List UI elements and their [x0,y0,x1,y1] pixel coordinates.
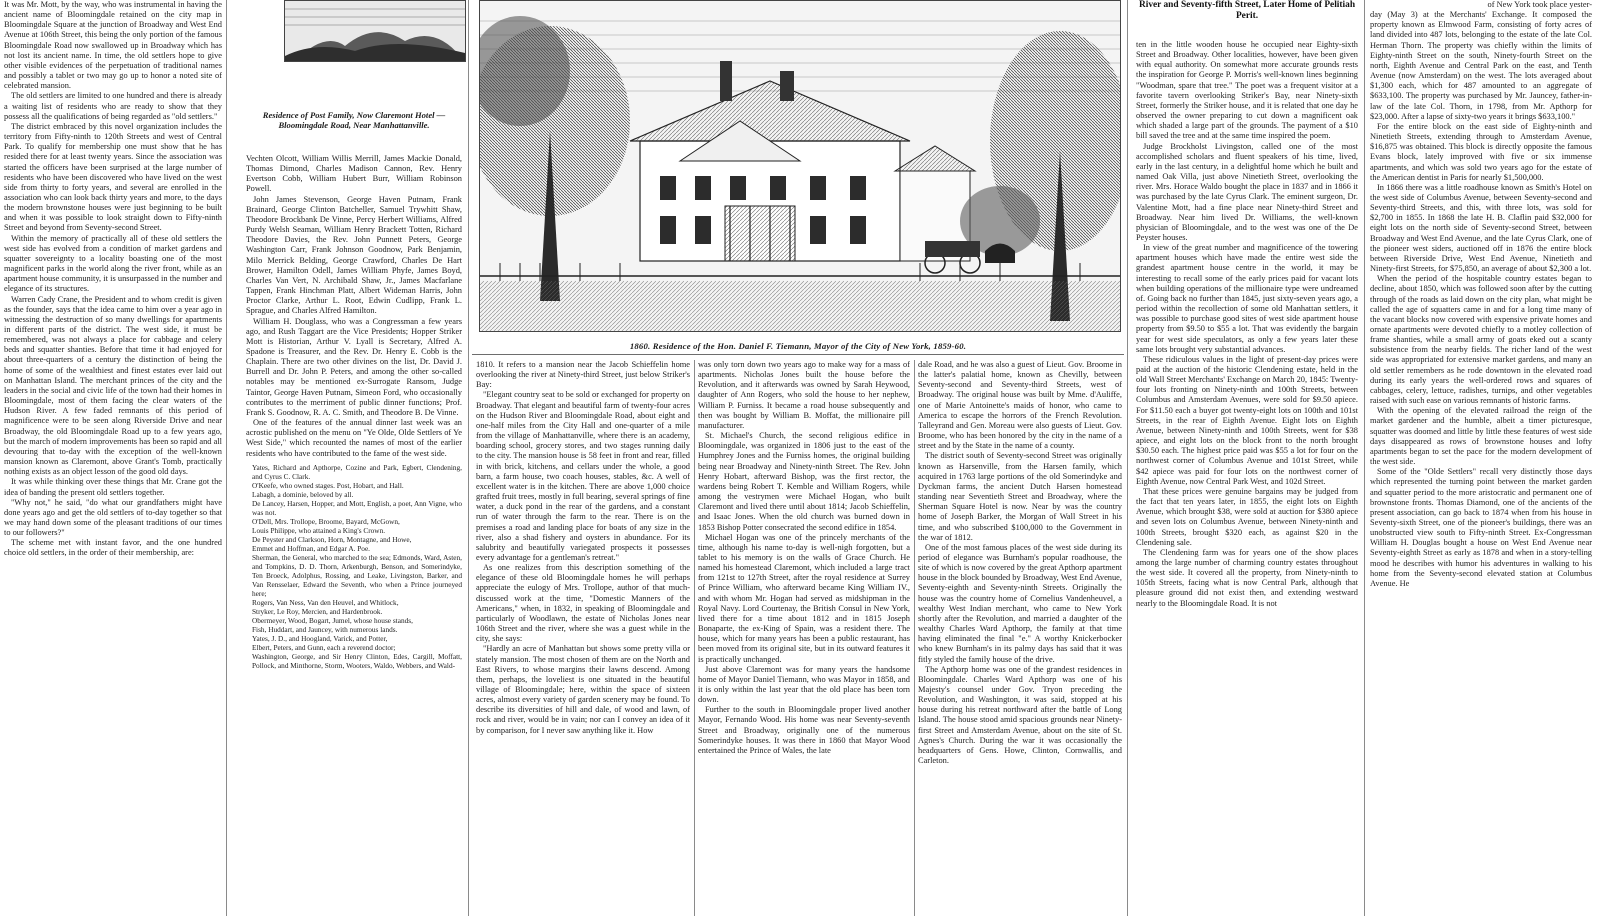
article-paragraph: was only torn down two years ago to make way for a mass of apartments. Nicholas Jones built the house before the Revolution, and it afterwards was owned by Sarah Heywood, daughter of Ann Rogers, who sold the house to her nephew, William P. Furniss. It became a road house subsequently and then was bought by William B. Moffat, the millionaire pill manufacturer. [698,360,910,430]
article-paragraph: The scheme met with instant favor, and the one hundred choice old settlers, in the order of their membership, are: [4,538,222,558]
article-paragraph: Warren Cady Crane, the President and to whom credit is given as the founder, says that the idea came to him over a year ago in witnessing the destruction of so many dwellings for apartments in different parts of the district. The west side, it must be remembered, was not always a place for cabbage and celery beds and squatter shanties. Before that time it had enjoyed for about three-quarters of a century the distinction of being the home of some of the wealthiest and finest estates ever laid out on Manhattan Island. The merchant princes of the city and the leaders in the social and civic life of the town had their homes in Bloomingdale, most of them facing the clear waters of the Hudson River. A few faded remnants of this period of magnificence were to be seen along Riverside Drive and near Broadway, the old Bloomingdale Road up to a few years ago, but the march of modern improvements has been so rapid and all devouring that to-day with the exception of the well-known mansion known as Claremont, above Grant's Tomb, practically nothing exists as an object lesson of the good old days. [4,294,222,477]
article-paragraph: In view of the great number and magnificence of the towering apartment houses which have made the entire west side the grandest apartment house centre in the world, it may be interesting to recall some of the early prices paid for vacant lots when building operations of the millionaire type were undreamed of. Going back no further than 1845, just sixty-seven years ago, a period within the recollection of some old Manhattan settlers, it was possible to purchase good sites of west side apartment house property from $9.50 to $55 a lot. That was evidently the bargain year for west side speculators, as only a few years later these same lots brought very substantial advances. [1136,243,1358,354]
acrostic-line: Obermeyer, Wood, Bogart, Jumel, whose house stands, [252,615,413,625]
article-paragraph: 1810. It refers to a mansion near the Jacob Schieffelin home overlooking the river at Ninety-third Street, just below Striker's Bay: [476,360,690,390]
article-column-1 [4,0,222,916]
article-paragraph: Within the memory of practically all of these old settlers the west side has evolved from a condition of market gardens and squatter sovereignty to a locality boasting one of the most magnificent parks in the world along the river front, while as an apartment house community, it is unsurpassed in the number and elegance of its structures. [4,233,222,294]
article-paragraph: The Apthorp home was one of the grandest residences in Bloomingdale. Charles Ward Apthorp was one of his Majesty's counsel under Gov. Tryon preceding the Revolution, and Washington, it was said, stopped at his house during his retreat northward after the battle of Long Island. The house stood amid spacious grounds near Ninety-first Street and Amsterdam Avenue, about on the site of St. Agnes's Church. During the war it was occasionally the headquarters of Gens. Howe, Clinton, Cornwallis, and Carleton. [918,664,1122,766]
article-paragraph: For the entire block on the east side of Eighty-ninth and Ninetieth Streets, extending through to Amsterdam Avenue, $16,875 was obtained. This block is directly opposite the famous Evans block, lately improved with five or six immense apartments, and which was sold two years ago for the estate of the American dentist in Paris for nearly $1,500,000. [1370,121,1592,182]
post-family-caption: Residence of Post Family, Now Claremont Hotel — Bloomingdale Road, Near Manhattanville. [262,110,446,130]
article-paragraph: When the period of the hospitable country estates began to decline, about 1850, which was followed soon after by the cutting through of the roads as laid down on the city plan, what might be called the age of squatters came in and for a long time many of the vacant blocks now covered with expensive private homes and ornate apartments were devoted chiefly to a motley collection of frame shanties, while a small army of goats eked out a scanty subsistence from the nearby fields. The richer land of the west side was appropriated for extensive market gardens, and many an old settler remembers as he rode downtown in the elevated road during its early years the well-ordered rows and squares of cabbages, celery, lettuce, radishes, turnips, and other vegetables raised with such ease on various remnants of historic farms. [1370,274,1592,406]
column-rule [226,0,227,916]
article-paragraph: day (May 3) at the Merchants' Exchange. It composed the property known as Elmwood Farm, consisting of forty acres of land divided into 487 lots, belonging to the estate of the late Col. Herman Thorn. The property was chiefly within the limits of Eighty-ninth Street on the south, Ninety-fourth Street on the north, Eighth Avenue and Central Park on the east, and Tenth Avenue (now Amsterdam) on the west. The lots averaged about $1,300 each, which for 487 amounted to an aggregate of $633,100. The property was purchased by Mr. Jauncey, father-in-law of the late Col. Thorn, in 1798, from Mr. Apthorp for $23,000. After a lapse of sixty-two years it brings $633,100." [1370,10,1592,121]
article-paragraph: The old settlers are limited to one hundred and there is already a waiting list of residents who are ready to show that they possess all the qualifications of being regarded as "old settlers." [4,91,222,121]
tiemann-residence-illustration [479,0,1121,332]
article-paragraph: Just above Claremont was for many years the handsome home of Mayor Daniel Tiemann, who was Mayor in 1858, and it is only within the last year that the old place has been torn down. [698,664,910,705]
article-paragraph: ten in the little wooden house he occupied near Eighty-sixth Street and Broadway. Other localities, however, have been given with equal authority. On somewhat more accurate grounds rests the inspiration for George P. Morris's well-known lines beginning "Woodman, spare that tree." The poet was a frequent visitor at a favorite tavern overlooking Striker's Bay, near Ninety-sixth Street, formerly the Striker house, and it is related that one day he observed the owner preparing to cut down a magnificent oak which shaded a large part of the grounds. The payment of a $10 bill saved the tree and at the same time inspired the poem. [1136,40,1358,141]
article-paragraph: of New York took place yester- [1487,0,1592,9]
article-paragraph: Some of the "Olde Settlers" recall very distinctly those days which represented the turning point between the market garden and squatter period to the more aristocratic and permanent one of brownstone fronts. Thomas Diamond, one of the ancients of the present association, can go back to 1874 when from his house in Seventy-sixth Street, one of the pioneer's buildings, there was an unobstructed view south to Fifty-ninth Street. Ex-Congressman William H. Douglas bought a house on West End Avenue near Seventy-eighth Street as early as 1878 and when in a story-telling mood he describes with humor his adventures in walking to his home from the Seventy-second elevated station at Columbus Avenue. He [1370,467,1592,588]
member-list-paragraph: Vechten Olcott, William Willis Merrill, James Mackie Donald, Thomas Dimond, Charles Madison Cannon, Rev. Henry Evertson Cobb, William Hubert Burr, William Robinson Powell. [246,154,462,194]
article-paragraph: Further to the south in Bloomingdale proper lived another Mayor, Fernando Wood. His home was near Seventy-seventh Street and Broadway, originally one of the numerous Somerindyke houses. It was there in 1860 that Mayor Wood entertained the Prince of Wales, the late [698,705,910,755]
article-paragraph: These ridiculous values in the light of present-day prices were paid at the auction of the historic Clendening estate, held in the old Wall Street Merchants' Exchange on March 20, 1845: Twenty-four lots fronting on Ninety-ninth and 100th Streets, between Columbus and Amsterdam Avenues, were sold for $9.50 apiece. For $11.50 each a buyer got twenty-eight lots on 100th and 101st Streets, in the rear of Eighth Avenue. Eight lots on Eighth Avenue, between Ninety-ninth and 100th Streets, went for $38 apiece, and eight lots on the block front to the north brought $30.50 each. The highest price paid was $55 a lot for four on the northwest corner of Columbus Avenue and 101st Street, while $42 apiece was paid for four lots on the northwest corner of Eighth Avenue, now Central Park West, and 102d Street. [1136,354,1358,486]
column-rule [914,360,915,916]
article-paragraph: With the opening of the elevated railroad the reign of the market gardener and the humble, albeit a timer picturesque, squatter was doomed and little by little these features of west side days disappeared as rows of brownstone houses and lofty apartments began to set the pace for the modern development of the west side. [1370,406,1592,467]
acrostic-line: Labagh, a dominie, beloved by all. [252,489,354,499]
article-column-4 [698,360,910,916]
column-rule [1127,0,1128,916]
acrostic-line: Rogers, Van Ness, Van den Heuvel, and Whitlock, [252,597,399,607]
article-paragraph: One of the most famous places of the west side during its period of elegance was Burnham's popular roadhouse, the site of which is now covered by the great Apthorp apartment house in the block bounded by Broadway, West End Avenue, Seventy-eighth and Seventy-ninth Streets. Originally the house was the country home of Cornelius Vandenheuvel, a wealthy West Indian merchant, who came to New York shortly after the Revolution, and married a daughter of the wealthy Charles Ward Apthorp, the family at that time having eliminated the final "e." A worthy Knickerbocker who knew Burnham's in its palmy days has said that it was fitly styled the family house of the drive. [918,542,1122,664]
acrostic-line: O'Keefe, who owned stages. Post, Hobart, and Hall. [252,480,404,490]
section-headline: River and Seventy-fifth Street, Later Home of Pelitiah Perit. [1138,0,1356,21]
article-paragraph: As one realizes from this description something of the elegance of these old Bloomingdale homes he will perhaps appreciate the eulogy of Mrs. Trollope, author of that much-discussed work at the time, "Domestic Manners of the Americans," when, in 1832, in speaking of Bloomingdale and particularly of Woodlawn, the estate of Nicholas Jones near 106th Street and the river, where she was a guest while in the city, she says: [476,563,690,644]
article-paragraph: Judge Brockholst Livingston, called one of the most accomplished scholars and fluent speakers of his time, lived, early in the last century, in a delightful home which he built and named Oak Villa, just above Ninetieth Street, overlooking the river. Mrs. Horace Waldo bought the place in 1837 and in 1866 it was purchased by the late Cyrus Clark. The eminent surgeon, Dr. Valentine Mott, had a fine place near Ninety-third Street and Broadway. Near him lived Dr. Williams, the well-known physician of Bloomingdale, and to the west was one of the De Peyster houses. [1136,141,1358,242]
acrostic-line: Elbert, Peters, and Gunn, each a reverend doctor; [252,642,396,652]
article-column-2 [246,0,462,916]
acrostic-line: Louis Philippe, who attained a King's Crown. [252,525,386,535]
acrostic-line: Washington, George, and Sir Henry Clinton, Edes, Cargill, Moffatt, Pollock, and Minthorne, Storm, Wooters, Waldo, Webbers, and Wald- [252,651,462,670]
article-paragraph: William H. Douglass, who was a Congressman a few years ago, and Rush Taggart are the Vice Presidents; Hopper Striker Mott is Historian, Arthur V. Lyall is Secretary, Alfred A. Spadone is Treasurer, and the Rev. Dr. Henry E. Cobb is the Chaplain. There are two other divines on the list, Dr. David J. Burrell and Dr. John P. Peters, and among the other so-called notables may be mentioned ex-Surrogate Ransom, Judge Taintor, George Haven Putnam, Simeon Ford, who occasionally contributes to the merriment of public dinner functions; Prof. Frank S. Goodnow, R. A. C. Smith, and Theodore B. De Vinne. [246,316,462,417]
article-column-3 [476,360,690,916]
article-paragraph: The district south of Seventy-second Street was originally known as Harsenville, from the Harsen family, which acquired in 1763 large portions of the old Somerindyke and Dyckman farms, the ancient Dutch Harsen homestead standing near Seventieth Street and Broadway, where the Sherman Square Hotel is now. Near by was the country home of Joseph Barker, the Morgan of Wall Street in his time, and who subscribed $100,000 to the Government in the war of 1812. [918,451,1122,542]
acrostic-line: O'Dell, Mrs. Trollope, Broome, Bayard, McGown, [252,516,400,526]
article-paragraph: It was Mr. Mott, by the way, who was instrumental in having the ancient name of Bloomingdale retained on the city map in Bloomingdale Square at the junction of Broadway and West End Avenue at 106th Street, this being the only portion of the famous Bloomingdale Road now swallowed up in Broadway which has not lost its ancient name. In time, the old settlers hope to give other visible evidences of the perpetuation of traditional names and possibly a tablet or two may go up to honor a noted site of celebrated mansion. [4,0,222,91]
article-paragraph: "Hardly an acre of Manhattan but shows some pretty villa or stately mansion. The most chosen of them are on the North and East Rivers, to whose margins their lawns descend. Among them, perhaps, the loveliest is one situated in the beautiful village of Bloomingdale; here, within the space of sixteen acres, almost every variety of garden scenery may be found. To describe its diversities of hill and dale, of wood and lawn, of rock and river, would be in vain; nor can I convey an idea of it by comparison, for I never saw anything like it. How [476,644,690,735]
article-paragraph: "Why not," he said, "do what our grandfathers might have done years ago and get the old settlers of to-day together so that we may hand down some of the pleasant traditions of our times to our followers?" [4,497,222,538]
article-paragraph: It was while thinking over these things that Mr. Crane got the idea of banding the present old settlers together. [4,477,222,497]
column-rule [694,360,695,916]
article-paragraph: One of the features of the annual dinner last week was an acrostic published on the menu on "Ye Olde, Olde Settlers of Ye West Side," which recounted the names of most of the earlier residents who have contributed to the fame of the west side. [246,418,462,458]
article-paragraph: The Clendening farm was for years one of the show places among the large number of charming country estates throughout the west side. It covered all the property, from Ninety-ninth to 105th Streets, facing what is now Central Park, although that pleasure ground did not exist then, and extending westward nearly to the Bloomingdale Road. It is not [1136,547,1358,608]
tiemann-caption: 1860. Residence of the Hon. Daniel F. Tiemann, Mayor of the City of New York, 1859-60. [629,341,967,351]
article-paragraph: In 1866 there was a little roadhouse known as Smith's Hotel on the west side of Columbus Avenue, between Seventy-second and Seventy-third Streets, and this, with three lots, was sold for $2,700 in 1855. In 1868 the late H. B. Claflin paid $32,000 for eight lots on the north side of Seventy-second Street, between Broadway and West End Avenue, and the late Cyrus Clark, one of the pioneer west siders, auctioned off in 1876 the entire block between Riverside Drive, West End Avenue, Ninetieth and Ninety-first Streets, for $75,850, an average of about $2,300 a lot. [1370,182,1592,274]
column-rule [1364,0,1365,916]
acrostic-line: Fish, Huddart, and Jauncey, with numerous lands. [252,624,398,634]
article-paragraph: Michael Hogan was one of the princely merchants of the time, although his name to-day is well-nigh forgotten, but a tablet to his memory is on the walls of Grace Church. He named his homestead Claremont, which included a large tract from 121st to 127th Street, after the royal residence at Surrey of Prince William, who afterward became King William IV., and with whom Mr. Hogan had served as midshipman in the Royal Navy. Lord Courtenay, the British Consul in New York, lived there for a time about 1812 and in 1815 Joseph Bonaparte, the ex-King of Spain, was a resident there. The house, which for many years has been a public restaurant, has been moved from its original site, but in its outward features it is practically unchanged. [698,532,910,664]
article-column-6 [1136,40,1358,916]
article-paragraph: The district embraced by this novel organization includes the territory from Fifty-ninth to 120th Streets and west of Central Park. To qualify for membership one must show that he has resided there for at least twenty years. Since the association was started the officers have been surprised at the large number of residents who have been discovered who have lived on the west side from thirty to forty years, and several are enrolled in the association who can look back thirty years and more, to the days the modern brownstone houses were just beginning to be built and when it was possible to look straight down to Fifty-ninth Street and beyond from Seventy-second Street. [4,121,222,233]
article-paragraph: "Elegant country seat to be sold or exchanged for property on Broadway. That elegant and beautiful farm of twenty-four acres on the Hudson River and Bloomingdale Road, about eight and one-half miles from the City Hall and one-quarter of a mile from the village of Manhattanville, where there is an academy, boarding school, grocery stores, and two stages running daily to the city. The mansion house is 58 feet in front and rear, filled in with brick, kitchens, and cellars under the whole, a good barn, a farm house, two coach houses, stables, &c. A well of excellent water is in the kitchen. There are above 1,000 choice grafted fruit trees, mostly in full bearing, several springs of fine water, a duck pond in the rear of the gardens, and a constant run of water through the farm to the rear. There is on the premises a road and landing place for boats of any size in the river, also a shad fishery and oysters in abundance. For its salubrity and beautifully variegated prospects it possesses every advantage for a gentleman's retreat." [476,390,690,562]
acrostic-line: De Lancey, Harsen, Hopper, and Mott, English, a poet, Ann Vigne, who was not. [252,498,462,517]
acrostic-line: Yates, J. D., and Hoogland, Varick, and Potter, [252,633,388,643]
article-paragraph: That these prices were genuine bargains may be judged from the fact that ten years later, in 1855, the eight lots on Eighth Avenue, which brought $38, were sold at auction for $380 apiece and seven lots on Columbus Avenue, between Ninety-ninth and 100th Streets, brought $320 each, as against $20 in the Clendening sale. [1136,486,1358,547]
article-column-7 [1370,0,1592,916]
acrostic-line: Stryker, Le Roy, Mercien, and Hardenbrook. [252,606,383,616]
acrostic-line: Sherman, the General, who marched to the sea; Edmonds, Ward, Asten, and Tompkins, D. D. Thorn, Arkenburgh, Benson, and Somerindyke, Ten Broeck, Adolphus, Rossing, and Leake, Livingston, Barker, and Van Rensselaer, Edward the Seventh, who when a Prince journeyed here; [252,552,462,598]
article-paragraph: dale Road, and he was also a guest of Lieut. Gov. Broome in the latter's palatial home, known as Chevilly, between Seventy-second and Seventy-third Streets, west of Broadway. The original house was built by Mme. d'Auliffe, one of Marie Antoinette's maids of honor, who came to America to escape the horrors of the French Revolution. Talleyrand and Gen. Moreau were also guests of Lieut. Gov. Broome, who has been honored by the city in the name of a street and by the State in the name of a county. [918,360,1122,451]
member-list-paragraph: John James Stevenson, George Haven Putnam, Frank Brainard, George Clinton Batcheller, Samuel Trywhitt Shaw, Theodore Brockbank De Vinne, Percy Herbert Williams, Alfred Purdy Welsh Seaman, William Henry Brackett Totten, Richard Theodore Davies, the Rev. John Punnett Peters, George Washington Carr, Frank Johnson Goodnow, Park Benjamin, Milo Merrick Belding, George Crawford, Charles De Hart Brower, Hamilton Odell, James William Phyfe, James Boyd, Charles Van Vert, N. Archibald Shaw, Jr., James Macfarlane Tappen, Frank Hinchman Platt, Albert Wideman Harris, John Proctor Clarke, Arthur L. Root, Edwin Cudlipp, Frank L. Sprague, and Charles Alfred Hamilton. [246,194,462,316]
acrostic-line: Emmet and Hoffman, and Edgar A. Poe. [252,543,371,553]
acrostic-line: De Peyster and Clarkson, Horn, Montagne, and Howe, [252,534,412,544]
article-column-5 [918,360,1122,916]
article-paragraph: St. Michael's Church, the second religious edifice in Bloomingdale, was organized in 1806 just to the east of the Humphrey Jones and the Furniss homes, the original building being near Broadway and Ninety-ninth Street. The Rev. John Henry Hobart, afterward Bishop, was the first rector, the wardens being Robert T. Kemble and William Rogers, while among the vestrymen were Michael Hogan, who built Claremont and lived there until about 1814; Jacob Schieffelin, and Isaac Jones. When the old church was burned down in 1853 Bishop Potter consecrated the second edifice in 1854. [698,431,910,532]
column-rule [468,0,469,916]
acrostic-line: Yates, Richard and Apthorpe, Cozine and Park, Egbert, Clendening, and Cyrus C. Clark. [252,462,462,481]
illustration-rule [472,354,1124,355]
